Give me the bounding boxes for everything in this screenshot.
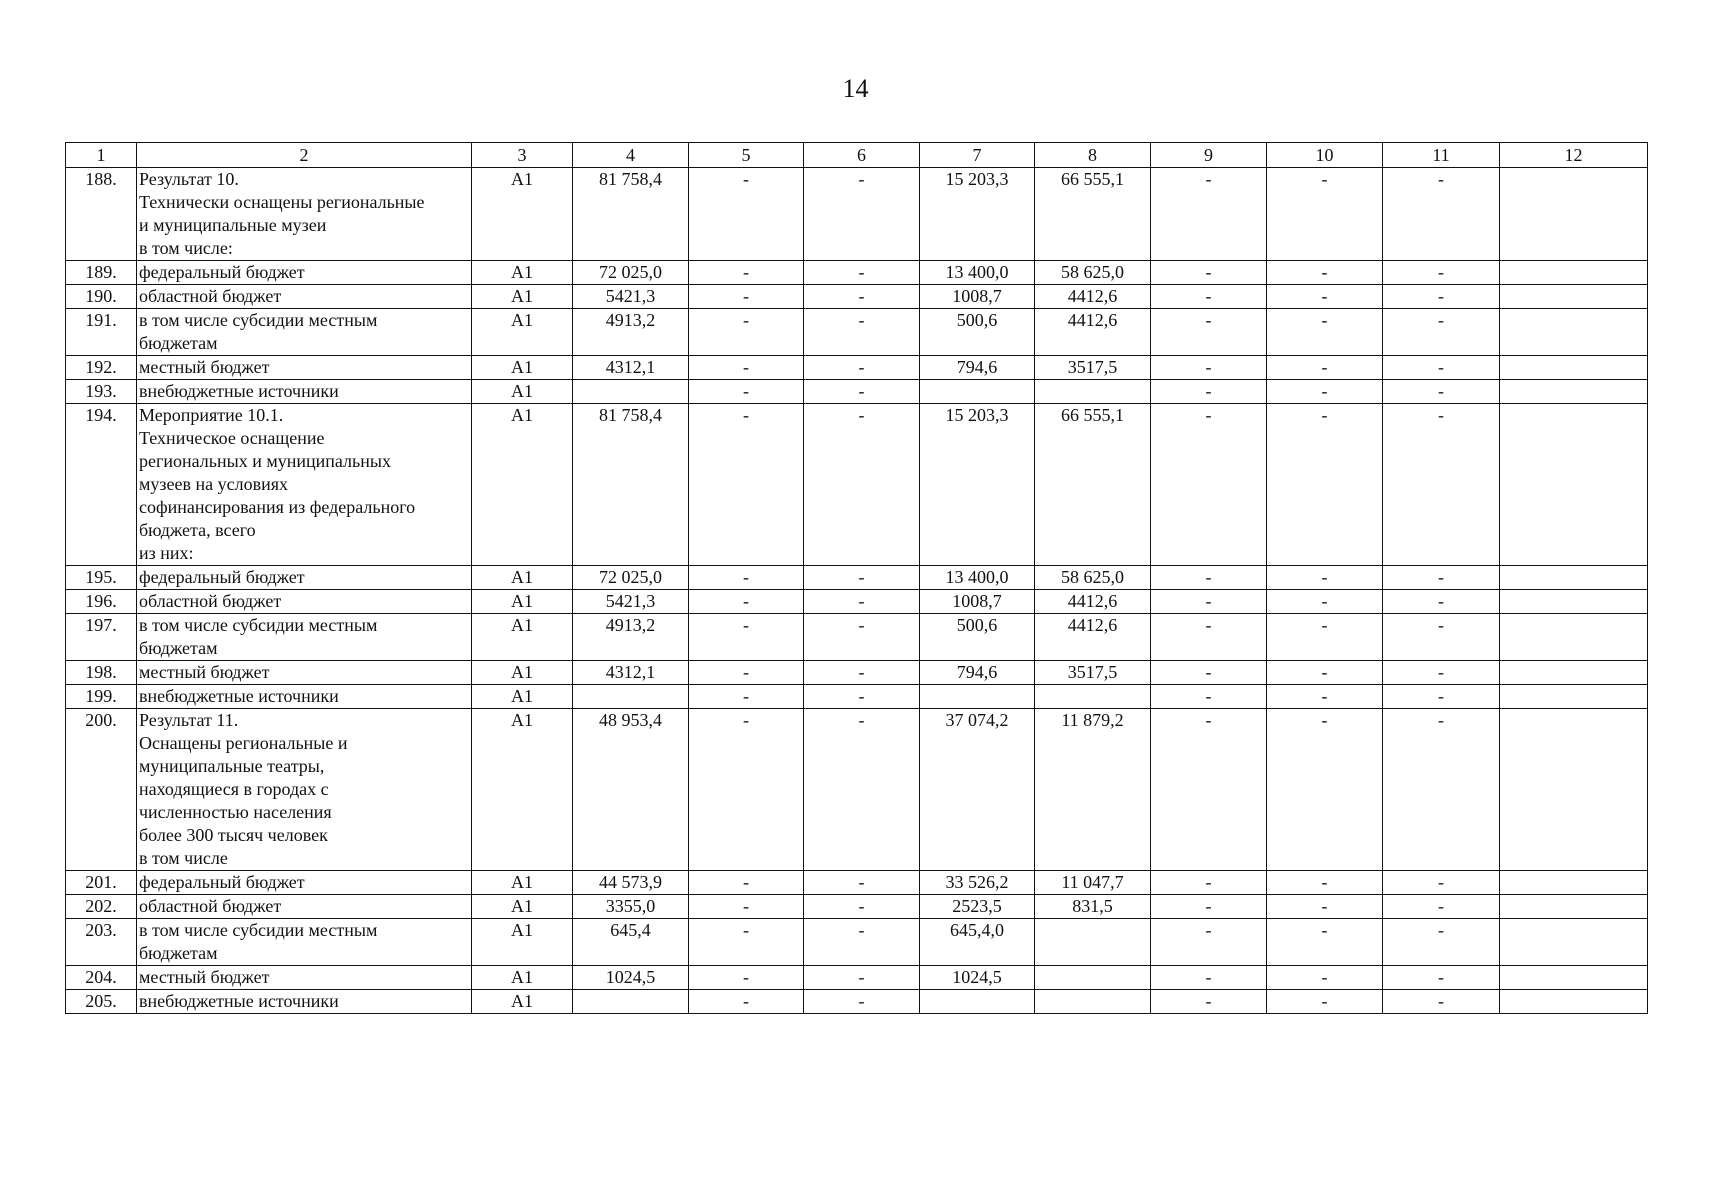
row-name: областной бюджет bbox=[137, 590, 472, 614]
row-number: 199. bbox=[66, 685, 137, 709]
table-row bbox=[66, 380, 1648, 404]
col-12-value bbox=[1500, 168, 1648, 261]
col-7-value: 13 400,0 bbox=[920, 261, 1035, 285]
col-5-value: - bbox=[689, 566, 804, 590]
col-7-value: 2523,5 bbox=[920, 895, 1035, 919]
row-code: А1 bbox=[472, 261, 573, 285]
col-11-value: - bbox=[1383, 871, 1500, 895]
col-10-value: - bbox=[1267, 309, 1383, 356]
col-12-value bbox=[1500, 380, 1648, 404]
col-11-value: - bbox=[1383, 661, 1500, 685]
col-5-value: - bbox=[689, 168, 804, 261]
col-9-value: - bbox=[1151, 590, 1267, 614]
col-8-value bbox=[1035, 919, 1151, 966]
row-name: федеральный бюджет bbox=[137, 871, 472, 895]
row-code: А1 bbox=[472, 895, 573, 919]
row-number: 204. bbox=[66, 966, 137, 990]
col-6-value: - bbox=[804, 614, 920, 661]
col-11-value: - bbox=[1383, 404, 1500, 566]
col-6-value: - bbox=[804, 590, 920, 614]
col-11-value: - bbox=[1383, 590, 1500, 614]
col-9-value: - bbox=[1151, 261, 1267, 285]
table-row bbox=[66, 871, 1648, 895]
col-9-value: - bbox=[1151, 168, 1267, 261]
row-name: местный бюджет bbox=[137, 356, 472, 380]
col-4-value: 4913,2 bbox=[573, 309, 689, 356]
column-header: 12 bbox=[1500, 143, 1648, 168]
col-12-value bbox=[1500, 685, 1648, 709]
col-6-value: - bbox=[804, 661, 920, 685]
col-5-value: - bbox=[689, 261, 804, 285]
col-7-value bbox=[920, 685, 1035, 709]
col-7-value: 1024,5 bbox=[920, 966, 1035, 990]
col-4-value: 5421,3 bbox=[573, 590, 689, 614]
table-row bbox=[66, 966, 1648, 990]
col-8-value bbox=[1035, 380, 1151, 404]
col-5-value: - bbox=[689, 404, 804, 566]
col-5-value: - bbox=[689, 309, 804, 356]
col-6-value: - bbox=[804, 168, 920, 261]
row-code: А1 bbox=[472, 871, 573, 895]
col-10-value: - bbox=[1267, 285, 1383, 309]
col-8-value: 66 555,1 bbox=[1035, 404, 1151, 566]
col-10-value: - bbox=[1267, 661, 1383, 685]
column-header: 10 bbox=[1267, 143, 1383, 168]
row-name: областной бюджет bbox=[137, 285, 472, 309]
col-5-value: - bbox=[689, 614, 804, 661]
col-4-value: 72 025,0 bbox=[573, 261, 689, 285]
column-header: 6 bbox=[804, 143, 920, 168]
col-9-value: - bbox=[1151, 871, 1267, 895]
col-6-value: - bbox=[804, 966, 920, 990]
row-name: в том числе субсидии местным бюджетам bbox=[137, 309, 472, 356]
row-code: А1 bbox=[472, 590, 573, 614]
col-4-value: 44 573,9 bbox=[573, 871, 689, 895]
col-9-value: - bbox=[1151, 614, 1267, 661]
row-code: А1 bbox=[472, 285, 573, 309]
table-row bbox=[66, 990, 1648, 1014]
row-name: в том числе субсидии местным бюджетам bbox=[137, 919, 472, 966]
col-5-value: - bbox=[689, 990, 804, 1014]
col-8-value bbox=[1035, 990, 1151, 1014]
table-row bbox=[66, 566, 1648, 590]
col-7-value: 33 526,2 bbox=[920, 871, 1035, 895]
column-header: 8 bbox=[1035, 143, 1151, 168]
col-6-value: - bbox=[804, 285, 920, 309]
table-row bbox=[66, 404, 1648, 566]
col-5-value: - bbox=[689, 590, 804, 614]
col-5-value: - bbox=[689, 966, 804, 990]
col-4-value: 48 953,4 bbox=[573, 709, 689, 871]
col-6-value: - bbox=[804, 380, 920, 404]
col-7-value: 37 074,2 bbox=[920, 709, 1035, 871]
col-4-value: 1024,5 bbox=[573, 966, 689, 990]
table-row bbox=[66, 590, 1648, 614]
table-row bbox=[66, 685, 1648, 709]
col-4-value: 4312,1 bbox=[573, 661, 689, 685]
row-number: 193. bbox=[66, 380, 137, 404]
col-8-value: 66 555,1 bbox=[1035, 168, 1151, 261]
table-row bbox=[66, 309, 1648, 356]
col-6-value: - bbox=[804, 990, 920, 1014]
row-code: А1 bbox=[472, 614, 573, 661]
table-row bbox=[66, 261, 1648, 285]
row-number: 201. bbox=[66, 871, 137, 895]
col-12-value bbox=[1500, 590, 1648, 614]
col-12-value bbox=[1500, 261, 1648, 285]
col-11-value: - bbox=[1383, 919, 1500, 966]
col-9-value: - bbox=[1151, 919, 1267, 966]
col-6-value: - bbox=[804, 709, 920, 871]
col-5-value: - bbox=[689, 356, 804, 380]
col-8-value: 58 625,0 bbox=[1035, 261, 1151, 285]
row-number: 200. bbox=[66, 709, 137, 871]
page-number: 14 bbox=[842, 74, 869, 103]
col-6-value: - bbox=[804, 309, 920, 356]
row-number: 194. bbox=[66, 404, 137, 566]
table-row bbox=[66, 285, 1648, 309]
col-7-value: 15 203,3 bbox=[920, 404, 1035, 566]
col-5-value: - bbox=[689, 285, 804, 309]
row-code: А1 bbox=[472, 309, 573, 356]
row-name: Результат 11. Оснащены региональные и муниципальные театры, находящиеся в городах с численностью населения более 300 тысяч человек в том числе bbox=[137, 709, 472, 871]
col-10-value: - bbox=[1267, 356, 1383, 380]
col-7-value: 794,6 bbox=[920, 661, 1035, 685]
col-9-value: - bbox=[1151, 285, 1267, 309]
col-5-value: - bbox=[689, 685, 804, 709]
row-name: Результат 10. Технически оснащены региональные и муниципальные музеи в том числе: bbox=[137, 168, 472, 261]
col-8-value: 831,5 bbox=[1035, 895, 1151, 919]
table-row bbox=[66, 614, 1648, 661]
col-10-value: - bbox=[1267, 919, 1383, 966]
col-8-value: 3517,5 bbox=[1035, 356, 1151, 380]
col-11-value: - bbox=[1383, 309, 1500, 356]
row-code: А1 bbox=[472, 661, 573, 685]
table-row bbox=[66, 661, 1648, 685]
col-9-value: - bbox=[1151, 380, 1267, 404]
column-header: 3 bbox=[472, 143, 573, 168]
row-number: 196. bbox=[66, 590, 137, 614]
col-6-value: - bbox=[804, 685, 920, 709]
col-6-value: - bbox=[804, 261, 920, 285]
col-12-value bbox=[1500, 356, 1648, 380]
row-name: внебюджетные источники bbox=[137, 990, 472, 1014]
col-8-value bbox=[1035, 685, 1151, 709]
row-number: 190. bbox=[66, 285, 137, 309]
table-row bbox=[66, 919, 1648, 966]
col-10-value: - bbox=[1267, 404, 1383, 566]
col-8-value: 11 047,7 bbox=[1035, 871, 1151, 895]
column-header: 7 bbox=[920, 143, 1035, 168]
col-4-value: 4312,1 bbox=[573, 356, 689, 380]
col-11-value: - bbox=[1383, 285, 1500, 309]
col-8-value: 58 625,0 bbox=[1035, 566, 1151, 590]
table-body bbox=[66, 168, 1648, 1014]
column-header: 11 bbox=[1383, 143, 1500, 168]
col-12-value bbox=[1500, 285, 1648, 309]
col-7-value: 500,6 bbox=[920, 614, 1035, 661]
row-code: А1 bbox=[472, 685, 573, 709]
col-4-value: 72 025,0 bbox=[573, 566, 689, 590]
row-number: 192. bbox=[66, 356, 137, 380]
col-9-value: - bbox=[1151, 661, 1267, 685]
col-11-value: - bbox=[1383, 895, 1500, 919]
row-name: внебюджетные источники bbox=[137, 380, 472, 404]
column-header: 2 bbox=[137, 143, 472, 168]
row-code: А1 bbox=[472, 168, 573, 261]
col-7-value: 1008,7 bbox=[920, 590, 1035, 614]
row-number: 203. bbox=[66, 919, 137, 966]
col-8-value: 4412,6 bbox=[1035, 285, 1151, 309]
col-9-value: - bbox=[1151, 309, 1267, 356]
col-11-value: - bbox=[1383, 990, 1500, 1014]
col-5-value: - bbox=[689, 919, 804, 966]
col-10-value: - bbox=[1267, 590, 1383, 614]
col-10-value: - bbox=[1267, 261, 1383, 285]
col-8-value bbox=[1035, 966, 1151, 990]
row-name: областной бюджет bbox=[137, 895, 472, 919]
col-12-value bbox=[1500, 309, 1648, 356]
col-4-value: 4913,2 bbox=[573, 614, 689, 661]
row-name: в том числе субсидии местным бюджетам bbox=[137, 614, 472, 661]
row-number: 195. bbox=[66, 566, 137, 590]
col-10-value: - bbox=[1267, 871, 1383, 895]
table-row bbox=[66, 356, 1648, 380]
col-9-value: - bbox=[1151, 990, 1267, 1014]
col-7-value: 1008,7 bbox=[920, 285, 1035, 309]
col-10-value: - bbox=[1267, 685, 1383, 709]
row-code: А1 bbox=[472, 966, 573, 990]
row-number: 202. bbox=[66, 895, 137, 919]
col-8-value: 11 879,2 bbox=[1035, 709, 1151, 871]
col-11-value: - bbox=[1383, 356, 1500, 380]
col-9-value: - bbox=[1151, 709, 1267, 871]
col-10-value: - bbox=[1267, 895, 1383, 919]
col-9-value: - bbox=[1151, 356, 1267, 380]
col-11-value: - bbox=[1383, 566, 1500, 590]
row-number: 189. bbox=[66, 261, 137, 285]
row-code: А1 bbox=[472, 990, 573, 1014]
column-header: 4 bbox=[573, 143, 689, 168]
col-10-value: - bbox=[1267, 380, 1383, 404]
col-6-value: - bbox=[804, 566, 920, 590]
col-12-value bbox=[1500, 661, 1648, 685]
row-code: А1 bbox=[472, 404, 573, 566]
col-12-value bbox=[1500, 404, 1648, 566]
col-8-value: 4412,6 bbox=[1035, 590, 1151, 614]
col-5-value: - bbox=[689, 895, 804, 919]
row-code: А1 bbox=[472, 919, 573, 966]
col-5-value: - bbox=[689, 380, 804, 404]
col-7-value bbox=[920, 990, 1035, 1014]
row-code: А1 bbox=[472, 356, 573, 380]
col-11-value: - bbox=[1383, 261, 1500, 285]
row-number: 198. bbox=[66, 661, 137, 685]
col-11-value: - bbox=[1383, 614, 1500, 661]
col-11-value: - bbox=[1383, 685, 1500, 709]
row-name: федеральный бюджет bbox=[137, 566, 472, 590]
col-12-value bbox=[1500, 895, 1648, 919]
row-code: А1 bbox=[472, 566, 573, 590]
col-7-value: 13 400,0 bbox=[920, 566, 1035, 590]
row-number: 197. bbox=[66, 614, 137, 661]
col-4-value bbox=[573, 685, 689, 709]
col-7-value: 500,6 bbox=[920, 309, 1035, 356]
col-8-value: 3517,5 bbox=[1035, 661, 1151, 685]
col-6-value: - bbox=[804, 404, 920, 566]
col-5-value: - bbox=[689, 871, 804, 895]
column-header: 9 bbox=[1151, 143, 1267, 168]
col-5-value: - bbox=[689, 709, 804, 871]
col-7-value: 794,6 bbox=[920, 356, 1035, 380]
col-10-value: - bbox=[1267, 168, 1383, 261]
row-code: А1 bbox=[472, 709, 573, 871]
col-4-value: 81 758,4 bbox=[573, 168, 689, 261]
col-12-value bbox=[1500, 871, 1648, 895]
col-4-value: 5421,3 bbox=[573, 285, 689, 309]
col-9-value: - bbox=[1151, 685, 1267, 709]
col-11-value: - bbox=[1383, 380, 1500, 404]
col-7-value: 15 203,3 bbox=[920, 168, 1035, 261]
row-number: 205. bbox=[66, 990, 137, 1014]
table-row bbox=[66, 168, 1648, 261]
col-10-value: - bbox=[1267, 990, 1383, 1014]
table-row bbox=[66, 895, 1648, 919]
col-4-value bbox=[573, 990, 689, 1014]
col-4-value bbox=[573, 380, 689, 404]
table-header-row bbox=[66, 143, 1648, 168]
row-name: местный бюджет bbox=[137, 661, 472, 685]
col-12-value bbox=[1500, 614, 1648, 661]
col-4-value: 81 758,4 bbox=[573, 404, 689, 566]
col-12-value bbox=[1500, 919, 1648, 966]
col-10-value: - bbox=[1267, 709, 1383, 871]
col-9-value: - bbox=[1151, 566, 1267, 590]
row-name: внебюджетные источники bbox=[137, 685, 472, 709]
col-9-value: - bbox=[1151, 966, 1267, 990]
row-number: 188. bbox=[66, 168, 137, 261]
col-11-value: - bbox=[1383, 168, 1500, 261]
row-name: федеральный бюджет bbox=[137, 261, 472, 285]
col-6-value: - bbox=[804, 871, 920, 895]
row-name: местный бюджет bbox=[137, 966, 472, 990]
col-5-value: - bbox=[689, 661, 804, 685]
col-10-value: - bbox=[1267, 966, 1383, 990]
col-12-value bbox=[1500, 709, 1648, 871]
col-12-value bbox=[1500, 966, 1648, 990]
col-12-value bbox=[1500, 566, 1648, 590]
row-number: 191. bbox=[66, 309, 137, 356]
row-name: Мероприятие 10.1. Техническое оснащение региональных и муниципальных музеев на условиях софинансирования из федерального бюджета, всего из них: bbox=[137, 404, 472, 566]
table-row bbox=[66, 709, 1648, 871]
col-4-value: 645,4 bbox=[573, 919, 689, 966]
column-header: 5 bbox=[689, 143, 804, 168]
budget-table bbox=[65, 142, 1648, 1014]
col-11-value: - bbox=[1383, 709, 1500, 871]
col-8-value: 4412,6 bbox=[1035, 614, 1151, 661]
col-8-value: 4412,6 bbox=[1035, 309, 1151, 356]
col-10-value: - bbox=[1267, 614, 1383, 661]
col-12-value bbox=[1500, 990, 1648, 1014]
col-10-value: - bbox=[1267, 566, 1383, 590]
col-4-value: 3355,0 bbox=[573, 895, 689, 919]
col-6-value: - bbox=[804, 356, 920, 380]
row-code: А1 bbox=[472, 380, 573, 404]
col-9-value: - bbox=[1151, 404, 1267, 566]
col-6-value: - bbox=[804, 919, 920, 966]
col-7-value: 645,4,0 bbox=[920, 919, 1035, 966]
col-6-value: - bbox=[804, 895, 920, 919]
column-header: 1 bbox=[66, 143, 137, 168]
col-7-value bbox=[920, 380, 1035, 404]
col-9-value: - bbox=[1151, 895, 1267, 919]
col-11-value: - bbox=[1383, 966, 1500, 990]
